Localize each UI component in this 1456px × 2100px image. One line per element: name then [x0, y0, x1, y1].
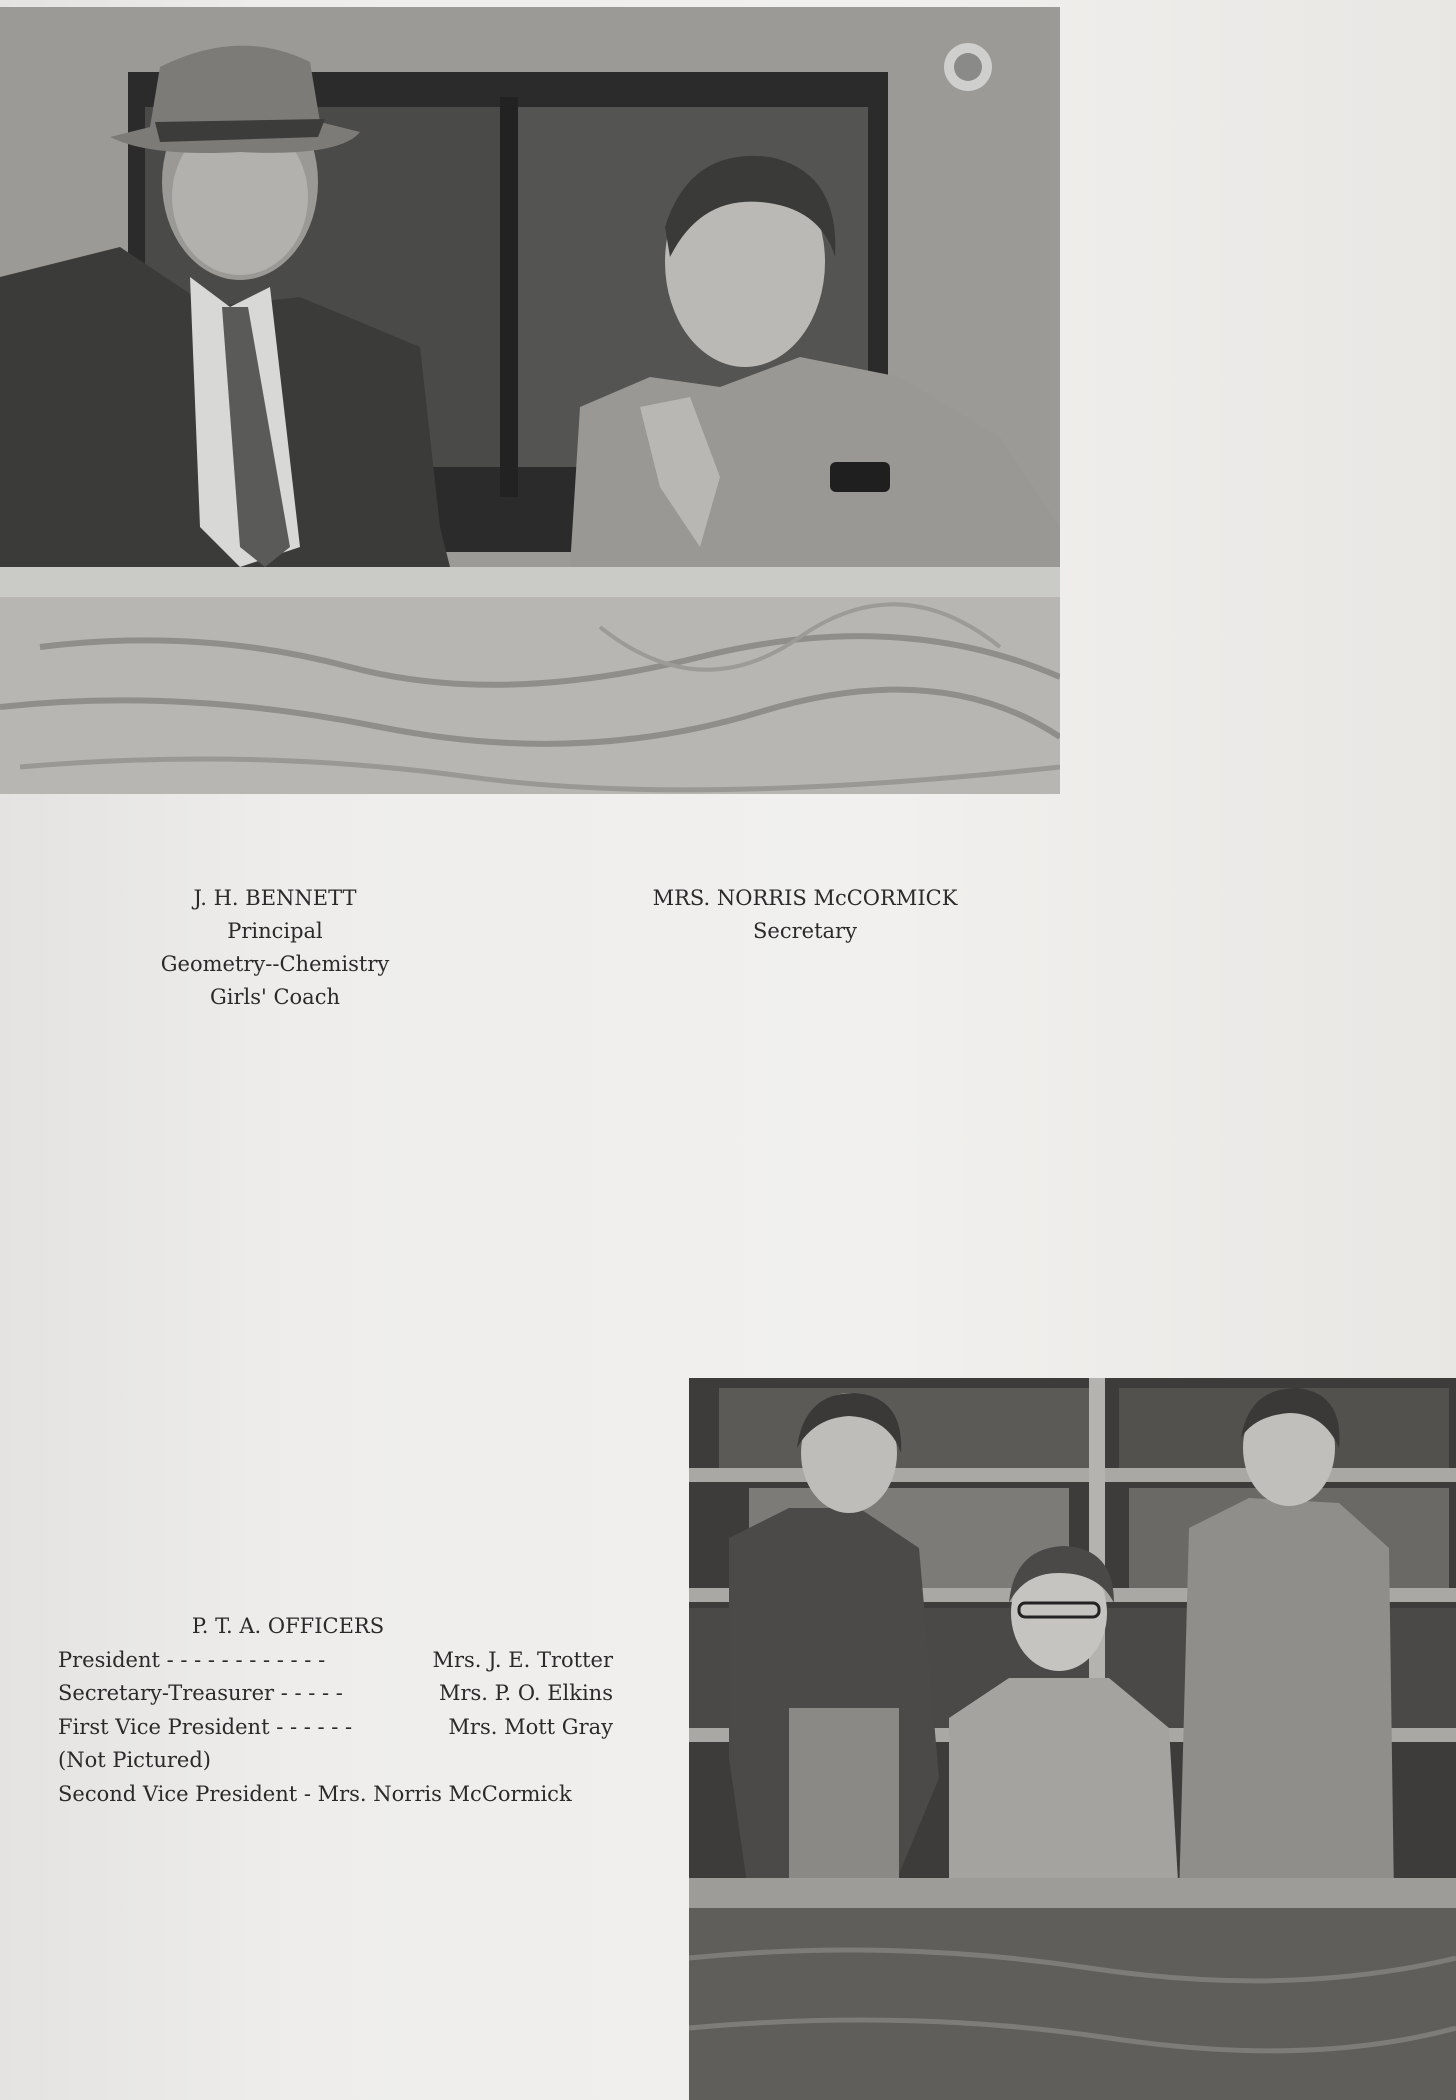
officer-label: First Vice President - - - - - - — [58, 1714, 353, 1739]
faculty-role: Girls' Coach — [210, 985, 340, 1009]
pta-officers-photo — [689, 1378, 1456, 2100]
not-pictured-note: (Not Pictured) — [58, 1748, 211, 1772]
officer-name: Mrs. P. O. Elkins — [438, 1681, 613, 1705]
officer-name: Mrs. J. E. Trotter — [432, 1647, 613, 1672]
mccormick-caption — [620, 882, 990, 948]
bennett-caption — [120, 882, 430, 1014]
officer-label: Secretary-Treasurer - - - - - — [58, 1681, 343, 1705]
faculty-role: Principal — [227, 919, 323, 943]
faculty-name: MRS. NORRIS McCORMICK — [652, 886, 958, 910]
pta-title: P. T. A. OFFICERS — [191, 1614, 385, 1638]
officer-name: Mrs. Mott Gray — [448, 1714, 613, 1739]
officer-label: President - - - - - - - - - - - - — [58, 1647, 326, 1672]
pta-officers-list — [58, 1610, 628, 1811]
faculty-role: Secretary — [753, 919, 857, 943]
second-vp-line: Second Vice President - Mrs. Norris McCormick — [58, 1781, 572, 1806]
principal-secretary-photo — [0, 7, 1060, 794]
pta-officer-row — [58, 1644, 613, 1678]
faculty-role: Geometry--Chemistry — [160, 952, 390, 976]
faculty-name: J. H. BENNETT — [193, 886, 357, 910]
pta-officer-row — [58, 1677, 613, 1711]
pta-officer-row — [58, 1711, 613, 1745]
